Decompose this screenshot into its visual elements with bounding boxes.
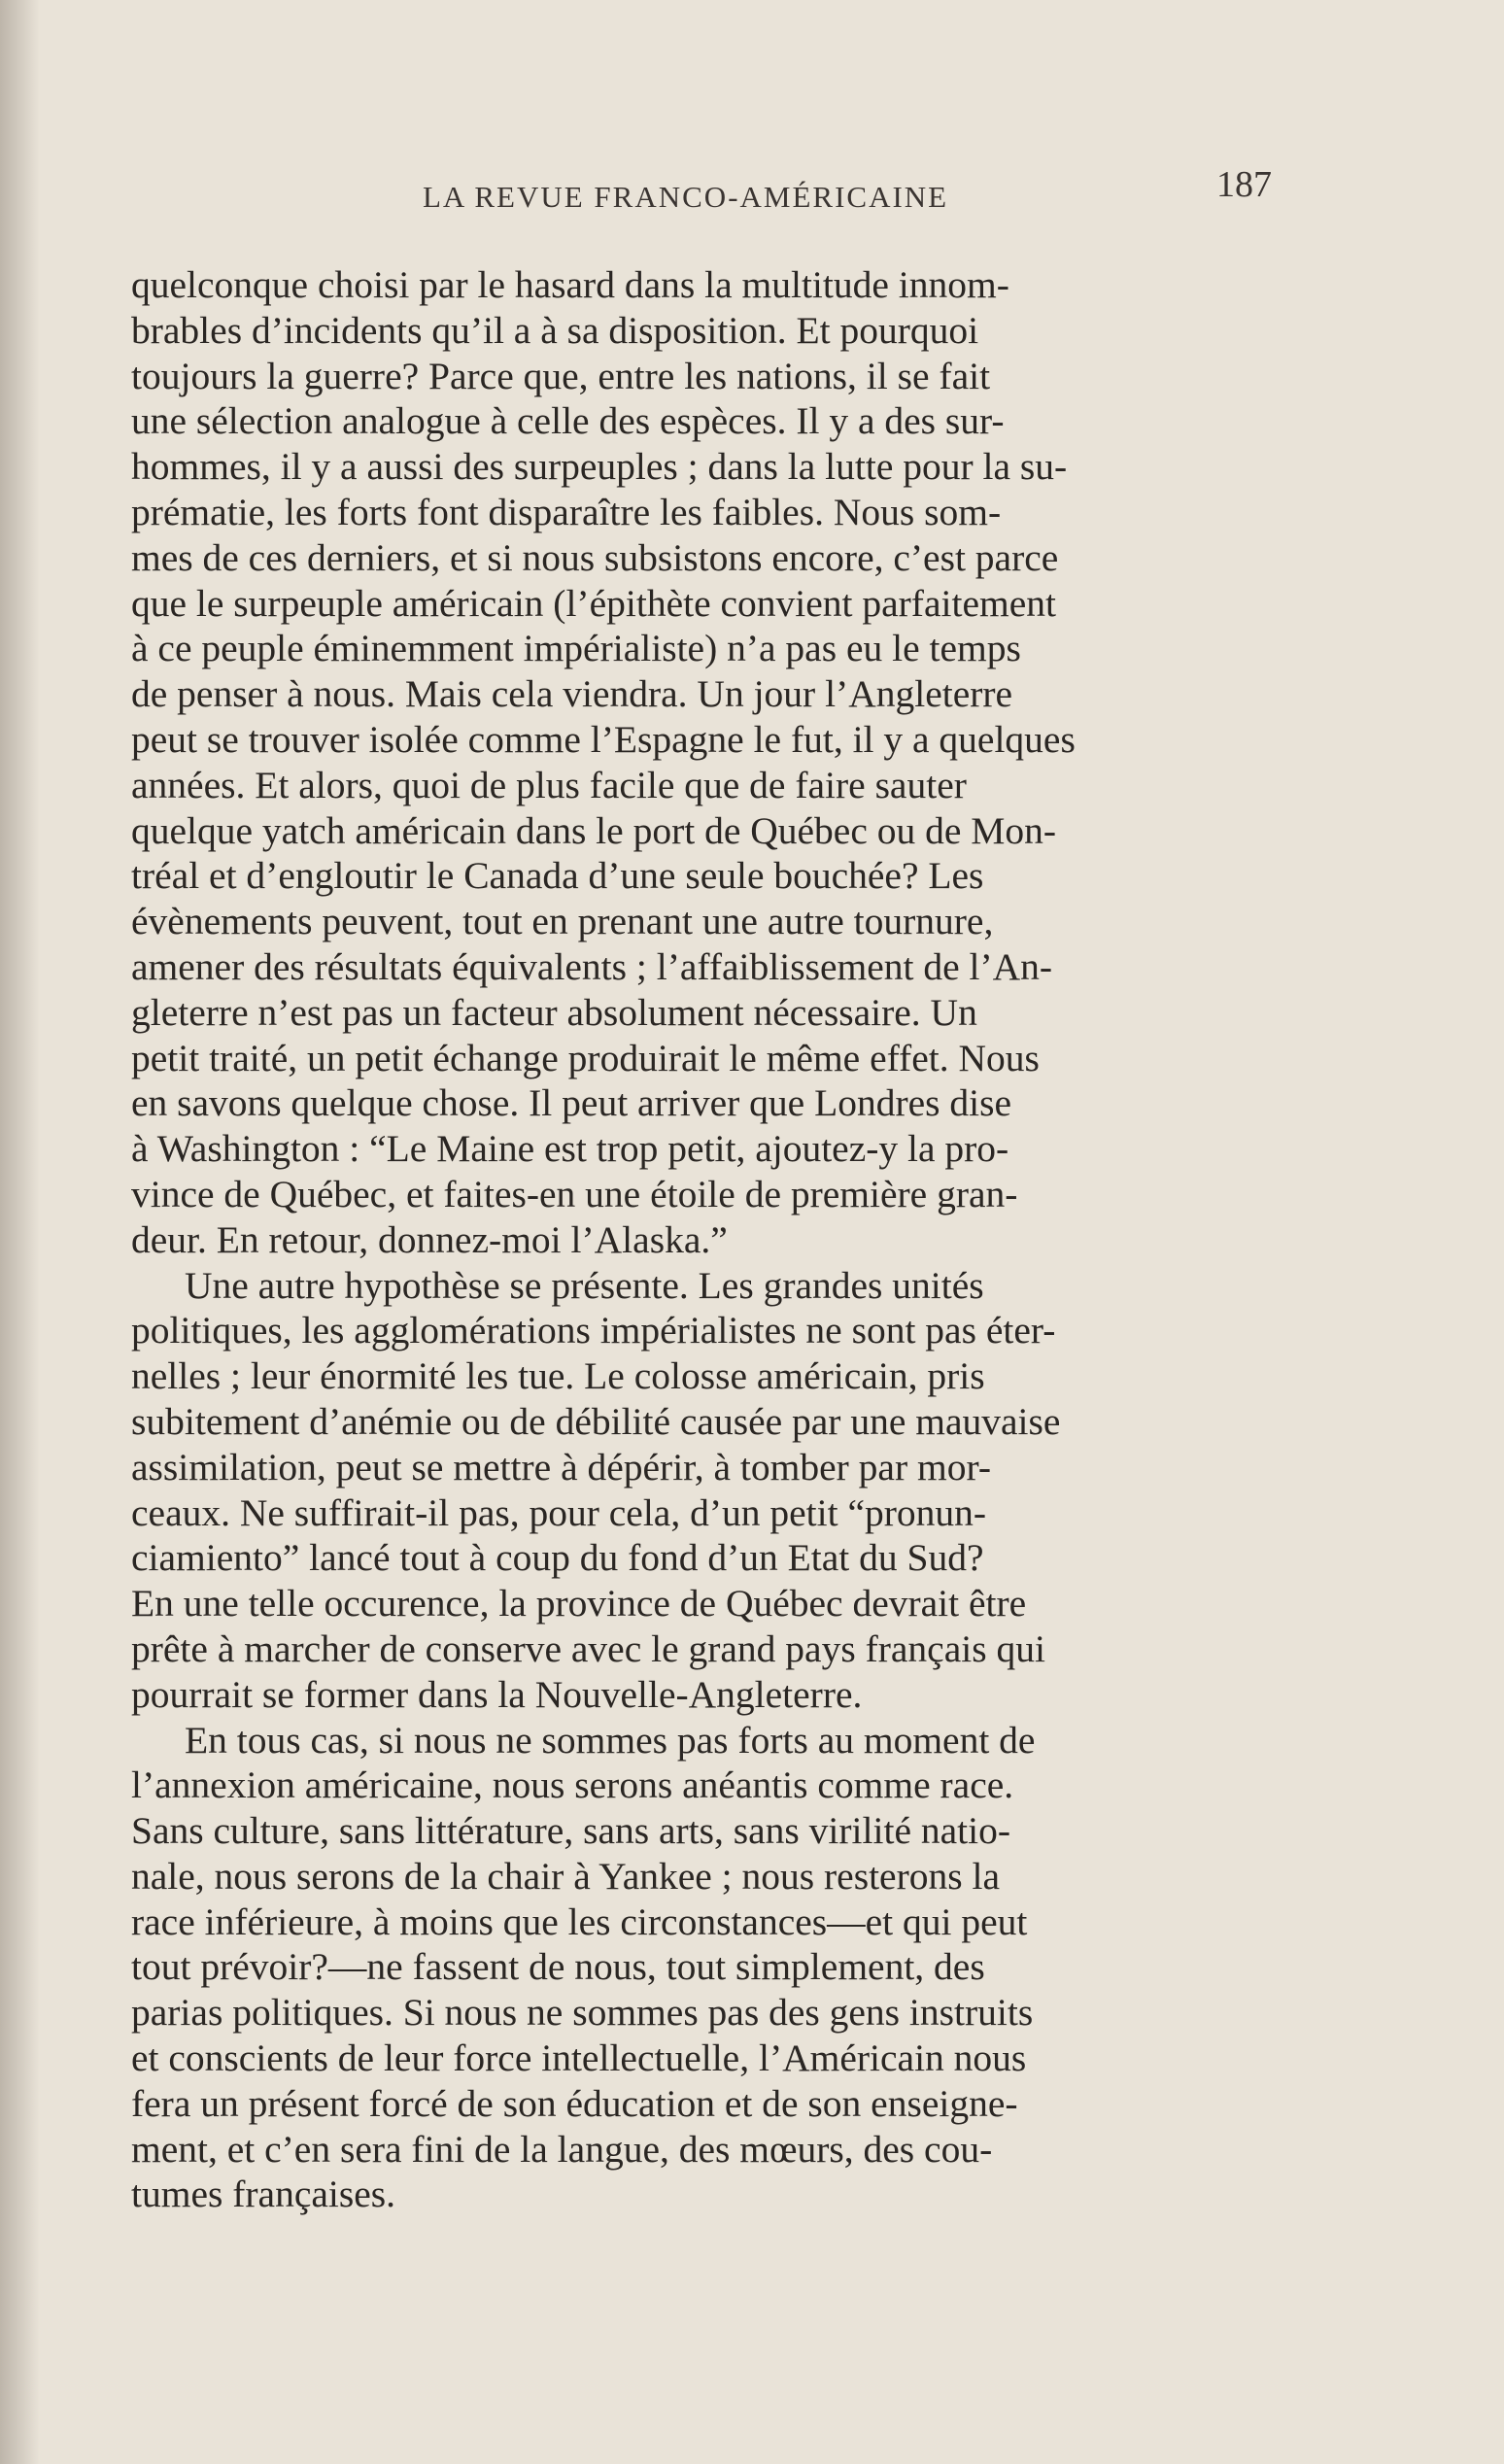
text-line: toujours la guerre? Parce que, entre les nations, il se fait [131, 354, 991, 397]
running-head: LA REVUE FRANCO-AMÉRICAINE [423, 180, 949, 214]
text-line: évènements peuvent, tout en prenant une autre tournure, [131, 900, 994, 943]
text-line: petit traité, un petit échange produirait le même effet. Nous [131, 1036, 1040, 1079]
text-line: deur. En retour, donnez-moi l’Alaska.” [131, 1217, 728, 1261]
text-line: Sans culture, sans littérature, sans arts, sans virilité natio- [131, 1809, 1010, 1853]
text-line: tout prévoir?—ne fassent de nous, tout simplement, des [131, 1945, 985, 1989]
paragraph-3 [131, 1718, 1312, 2218]
text-line: Une autre hypothèse se présente. Les grandes unités [185, 1263, 984, 1307]
text-line: vince de Québec, et faites-en une étoile de première gran- [131, 1172, 1018, 1215]
text-line: une sélection analogue à celle des espèces. Il y a des sur- [131, 399, 1005, 443]
text-line: à ce peuple éminemment impérialiste) n’a pas eu le temps [131, 627, 1021, 670]
text-line: quelque yatch américain dans le port de Québec ou de Mon- [131, 808, 1057, 852]
text-line: gleterre n’est pas un facteur absolument nécessaire. Un [131, 990, 977, 1034]
text-line: parias politiques. Si nous ne sommes pas des gens instruits [131, 1991, 1034, 2035]
text-line: années. Et alors, quoi de plus facile que de faire sauter [131, 763, 967, 806]
text-line: assimilation, peut se mettre à dépérir, à tomber par mor- [131, 1445, 991, 1489]
text-line: quelconque choisi par le hasard dans la multitude innom- [131, 263, 1009, 306]
text-line: race inférieure, à moins que les circonstances—et qui peut [131, 1899, 1028, 1943]
page-edge-shadow [0, 0, 39, 2464]
text-line: en savons quelque chose. Il peut arriver que Londres dise [131, 1081, 1012, 1125]
paragraph-2 [131, 1263, 1312, 1718]
text-line: brables d’incidents qu’il a à sa disposition. Et pourquoi [131, 308, 979, 352]
text-line: pourrait se former dans la Nouvelle-Angleterre. [131, 1672, 863, 1716]
text-line: prématie, les forts font disparaître les faibles. Nous som- [131, 490, 1002, 533]
body-text [131, 262, 1312, 2217]
text-line: tréal et d’engloutir le Canada d’une seule bouchée? Les [131, 854, 984, 898]
text-line: de penser à nous. Mais cela viendra. Un jour l’Angleterre [131, 672, 1013, 716]
text-line: subitement d’anémie ou de débilité causée par une mauvaise [131, 1399, 1061, 1443]
text-line: politiques, les agglomérations impérialistes ne sont pas éter- [131, 1309, 1056, 1352]
text-line: ment, et c’en sera fini de la langue, des mœurs, des cou- [131, 2127, 993, 2171]
text-line: tumes françaises. [131, 2173, 396, 2216]
text-line: hommes, il y a aussi des surpeuples ; dans la lutte pour la su- [131, 445, 1068, 489]
text-line: peut se trouver isolée comme l’Espagne le fut, il y a quelques [131, 717, 1076, 761]
text-line: nelles ; leur énormité les tue. Le colosse américain, pris [131, 1354, 985, 1398]
text-line: En une telle occurence, la province de Québec devrait être [131, 1582, 1027, 1626]
text-line: ciamiento” lancé tout à coup du fond d’un Etat du Sud? [131, 1536, 984, 1580]
text-line: l’annexion américaine, nous serons anéantis comme race. [131, 1763, 1014, 1807]
text-line: En tous cas, si nous ne sommes pas forts au moment de [185, 1718, 1036, 1762]
text-line: que le surpeuple américain (l’épithète convient parfaitement [131, 581, 1056, 625]
paragraph-1 [131, 262, 1312, 1263]
page-number: 187 [1216, 164, 1272, 205]
text-line: mes de ces derniers, et si nous subsistons encore, c’est parce [131, 535, 1059, 579]
text-line: prête à marcher de conserve avec le grand pays français qui [131, 1626, 1045, 1670]
text-line: fera un présent forcé de son éducation et de son enseigne- [131, 2081, 1018, 2125]
text-line: nale, nous serons de la chair à Yankee ; nous resterons la [131, 1854, 1000, 1898]
text-line: ceaux. Ne suffirait-il pas, pour cela, d’un petit “pronun- [131, 1490, 987, 1534]
text-line: et conscients de leur force intellectuelle, l’Américain nous [131, 2036, 1027, 2080]
text-line: à Washington : “Le Maine est trop petit, ajoutez-y la pro- [131, 1127, 1009, 1171]
text-line: amener des résultats équivalents ; l’affaiblissement de l’An- [131, 944, 1053, 988]
book-page [39, 0, 1504, 2464]
